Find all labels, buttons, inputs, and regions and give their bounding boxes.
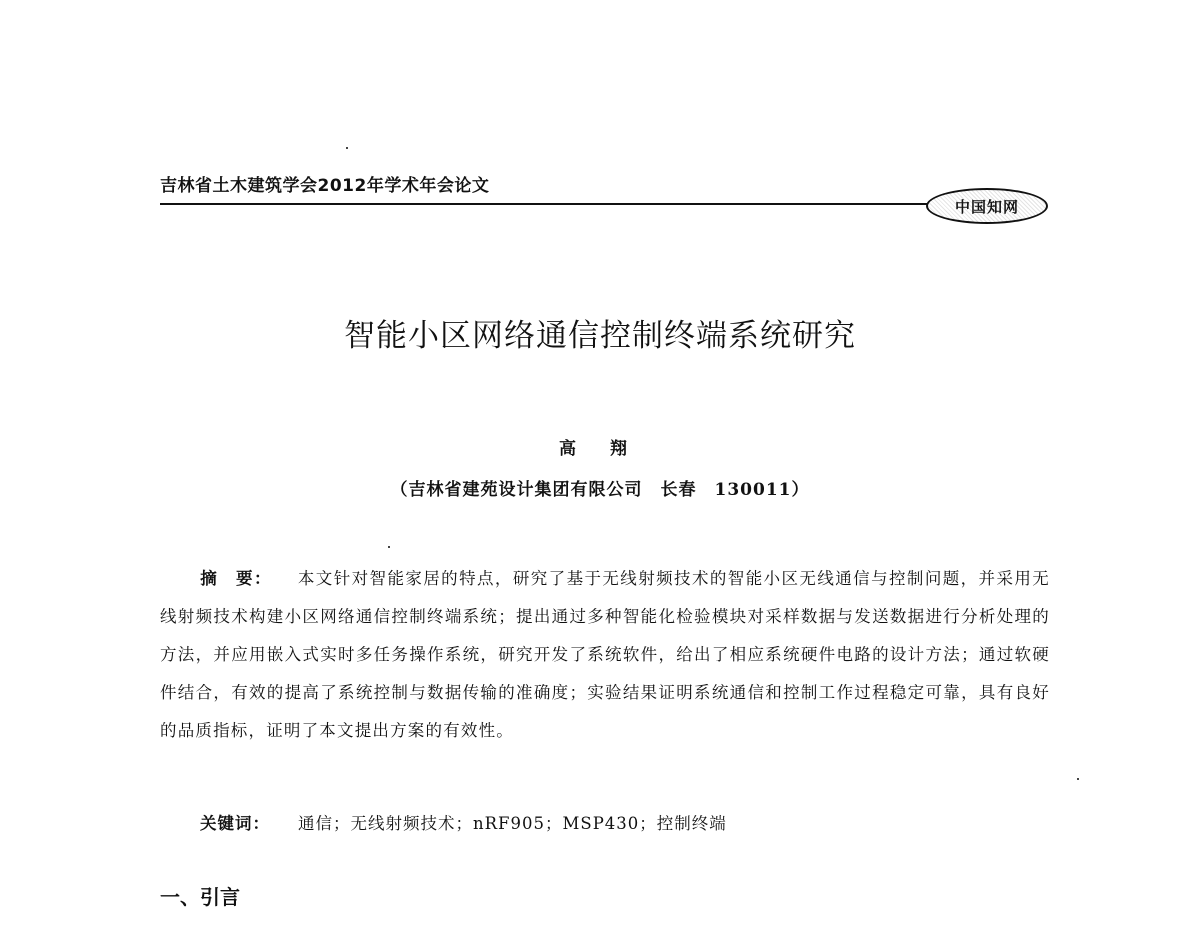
- abstract-label: 摘 要：: [200, 569, 272, 588]
- author-name: 高 翔: [559, 439, 641, 459]
- abstract-text: 本文针对智能家居的特点，研究了基于无线射频技术的智能小区无线通信与控制问题，并采用无线射频技术构建小区网络通信控制终端系统；提出通过多种智能化检验模块对采样数据与发送数据进行分析处理的方法，并应用嵌入式实时多任务操作系统，研究开发了系统软件，给出了相应系统硬件电路的设计方法；通过软硬件结合，有效的提高了系统控制与数据传输的准确度；实验结果证明系统通信和控制工作过程稳定可靠，具有良好的品质指标，证明了本文提出方案的有效性。: [160, 569, 1050, 740]
- scan-speck: [346, 147, 348, 149]
- keywords-line: [200, 810, 727, 834]
- author-affiliation: （吉林省建苑设计集团有限公司 长春 130011）: [390, 480, 810, 500]
- conference-header: 吉林省土木建筑学会2012年学术年会论文: [160, 176, 490, 196]
- keywords-text: 通信；无线射频技术；nRF905；MSP430；控制终端: [298, 814, 727, 833]
- header-rule: [160, 203, 930, 205]
- abstract-paragraph: [160, 560, 1050, 750]
- cnki-logo: 中国知网: [926, 188, 1048, 224]
- scan-speck: [388, 546, 390, 548]
- keywords-label: 关键词：: [200, 814, 270, 833]
- paper-title: 智能小区网络通信控制终端系统研究: [344, 318, 856, 354]
- section-heading: 一、引言: [160, 885, 240, 909]
- scan-speck: [1077, 778, 1079, 780]
